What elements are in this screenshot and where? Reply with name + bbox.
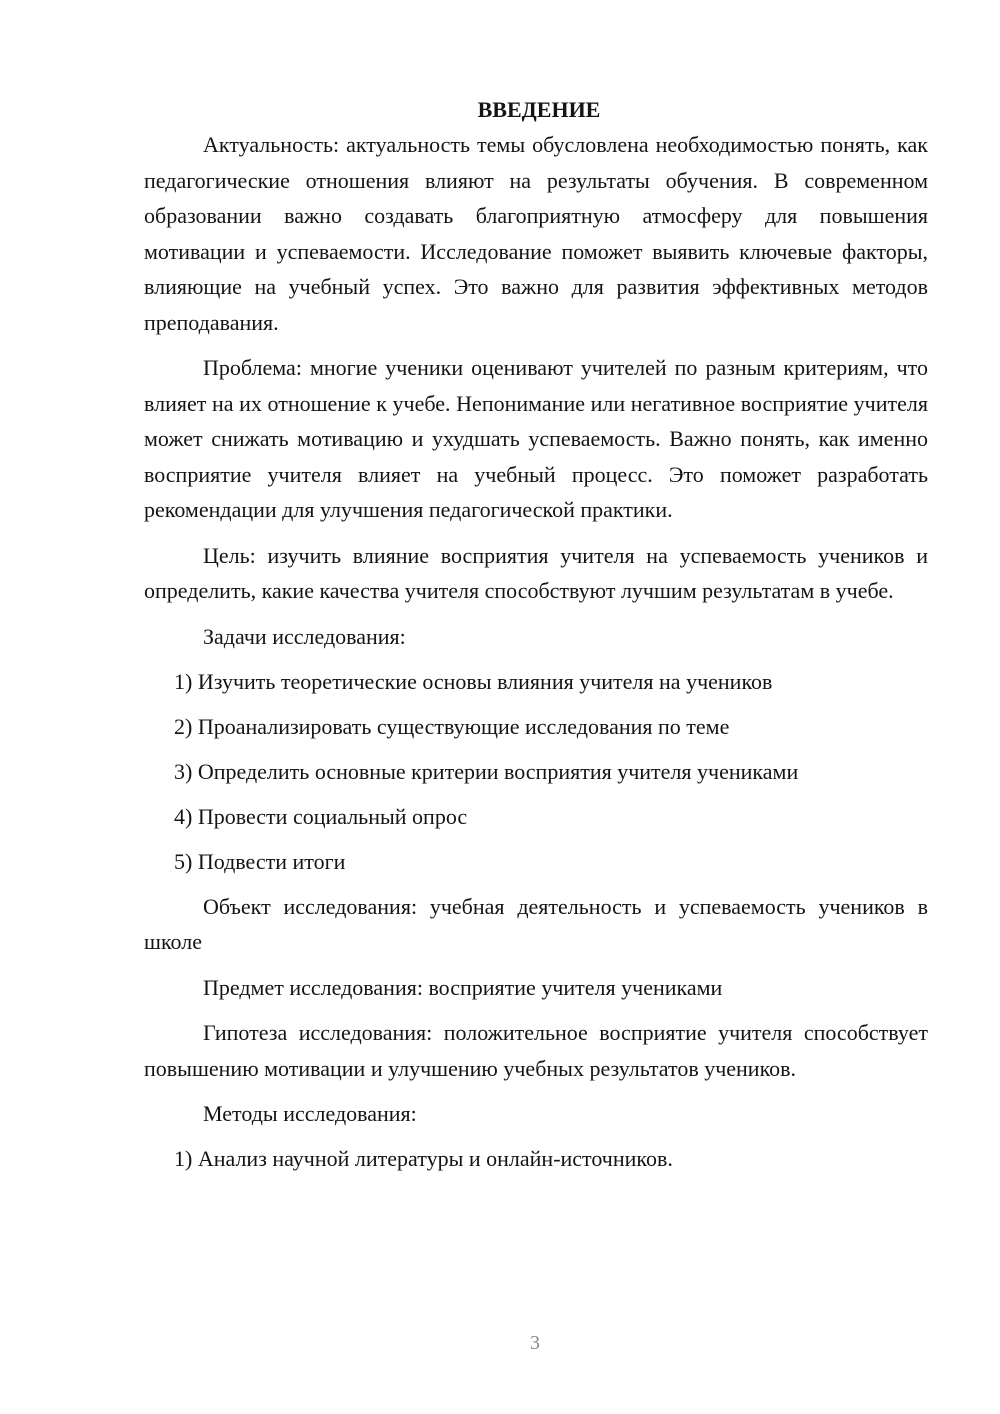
methods-heading: Методы исследования: xyxy=(203,1101,417,1126)
object-paragraph: Объект исследования: учебная деятельность и успеваемость учеников в школе xyxy=(144,893,928,954)
page-number: 3 xyxy=(530,1332,540,1354)
subject-paragraph: Предмет исследования: восприятие учителя учениками xyxy=(203,974,723,1000)
task-item-2: 2) Проанализировать существующие исследования по теме xyxy=(174,713,730,739)
task-item-5: 5) Подвести итоги xyxy=(174,848,346,874)
tasks-heading: Задачи исследования: xyxy=(203,623,406,649)
page-content xyxy=(144,92,928,1186)
task-item-4: 4) Провести социальный опрос xyxy=(174,803,468,829)
task-item-3: 3) Определить основные критерии восприятия учителя учениками xyxy=(174,758,799,784)
goal-paragraph: Цель: изучить влияние восприятия учителя на успеваемость учеников и определить, какие качества учителя способствуют лучшим результатам в учебе. xyxy=(144,542,928,603)
method-item-1: 1) Анализ научной литературы и онлайн-источников. xyxy=(174,1146,673,1171)
relevance-paragraph: Актуальность: актуальность темы обусловлена необходимостью понять, как педагогические отношения влияют на результаты обучения. В современном образовании важно создавать благоприятную атмосферу для повышения мотивации и успеваемости. Исследование поможет выявить ключевые факторы, влияющие на учебный успех. Это важно для развития эффективных методов преподавания. xyxy=(144,132,928,335)
task-item-1: 1) Изучить теоретические основы влияния учителя на учеников xyxy=(174,668,773,694)
hypothesis-paragraph: Гипотеза исследования: положительное восприятие учителя способствует повышению мотивации и улучшению учебных результатов учеников. xyxy=(144,1020,928,1081)
problem-paragraph: Проблема: многие ученики оценивают учителей по разным критериям, что влияет на их отношение к учебе. Непонимание или негативное восприятие учителя может снижать мотивацию и ухудшать успеваемость. Важно понять, как именно восприятие учителя влияет на учебный процесс. Это поможет разработать рекомендации для улучшения педагогической практики. xyxy=(144,355,928,522)
section-title: ВВЕДЕНИЕ xyxy=(477,97,601,122)
